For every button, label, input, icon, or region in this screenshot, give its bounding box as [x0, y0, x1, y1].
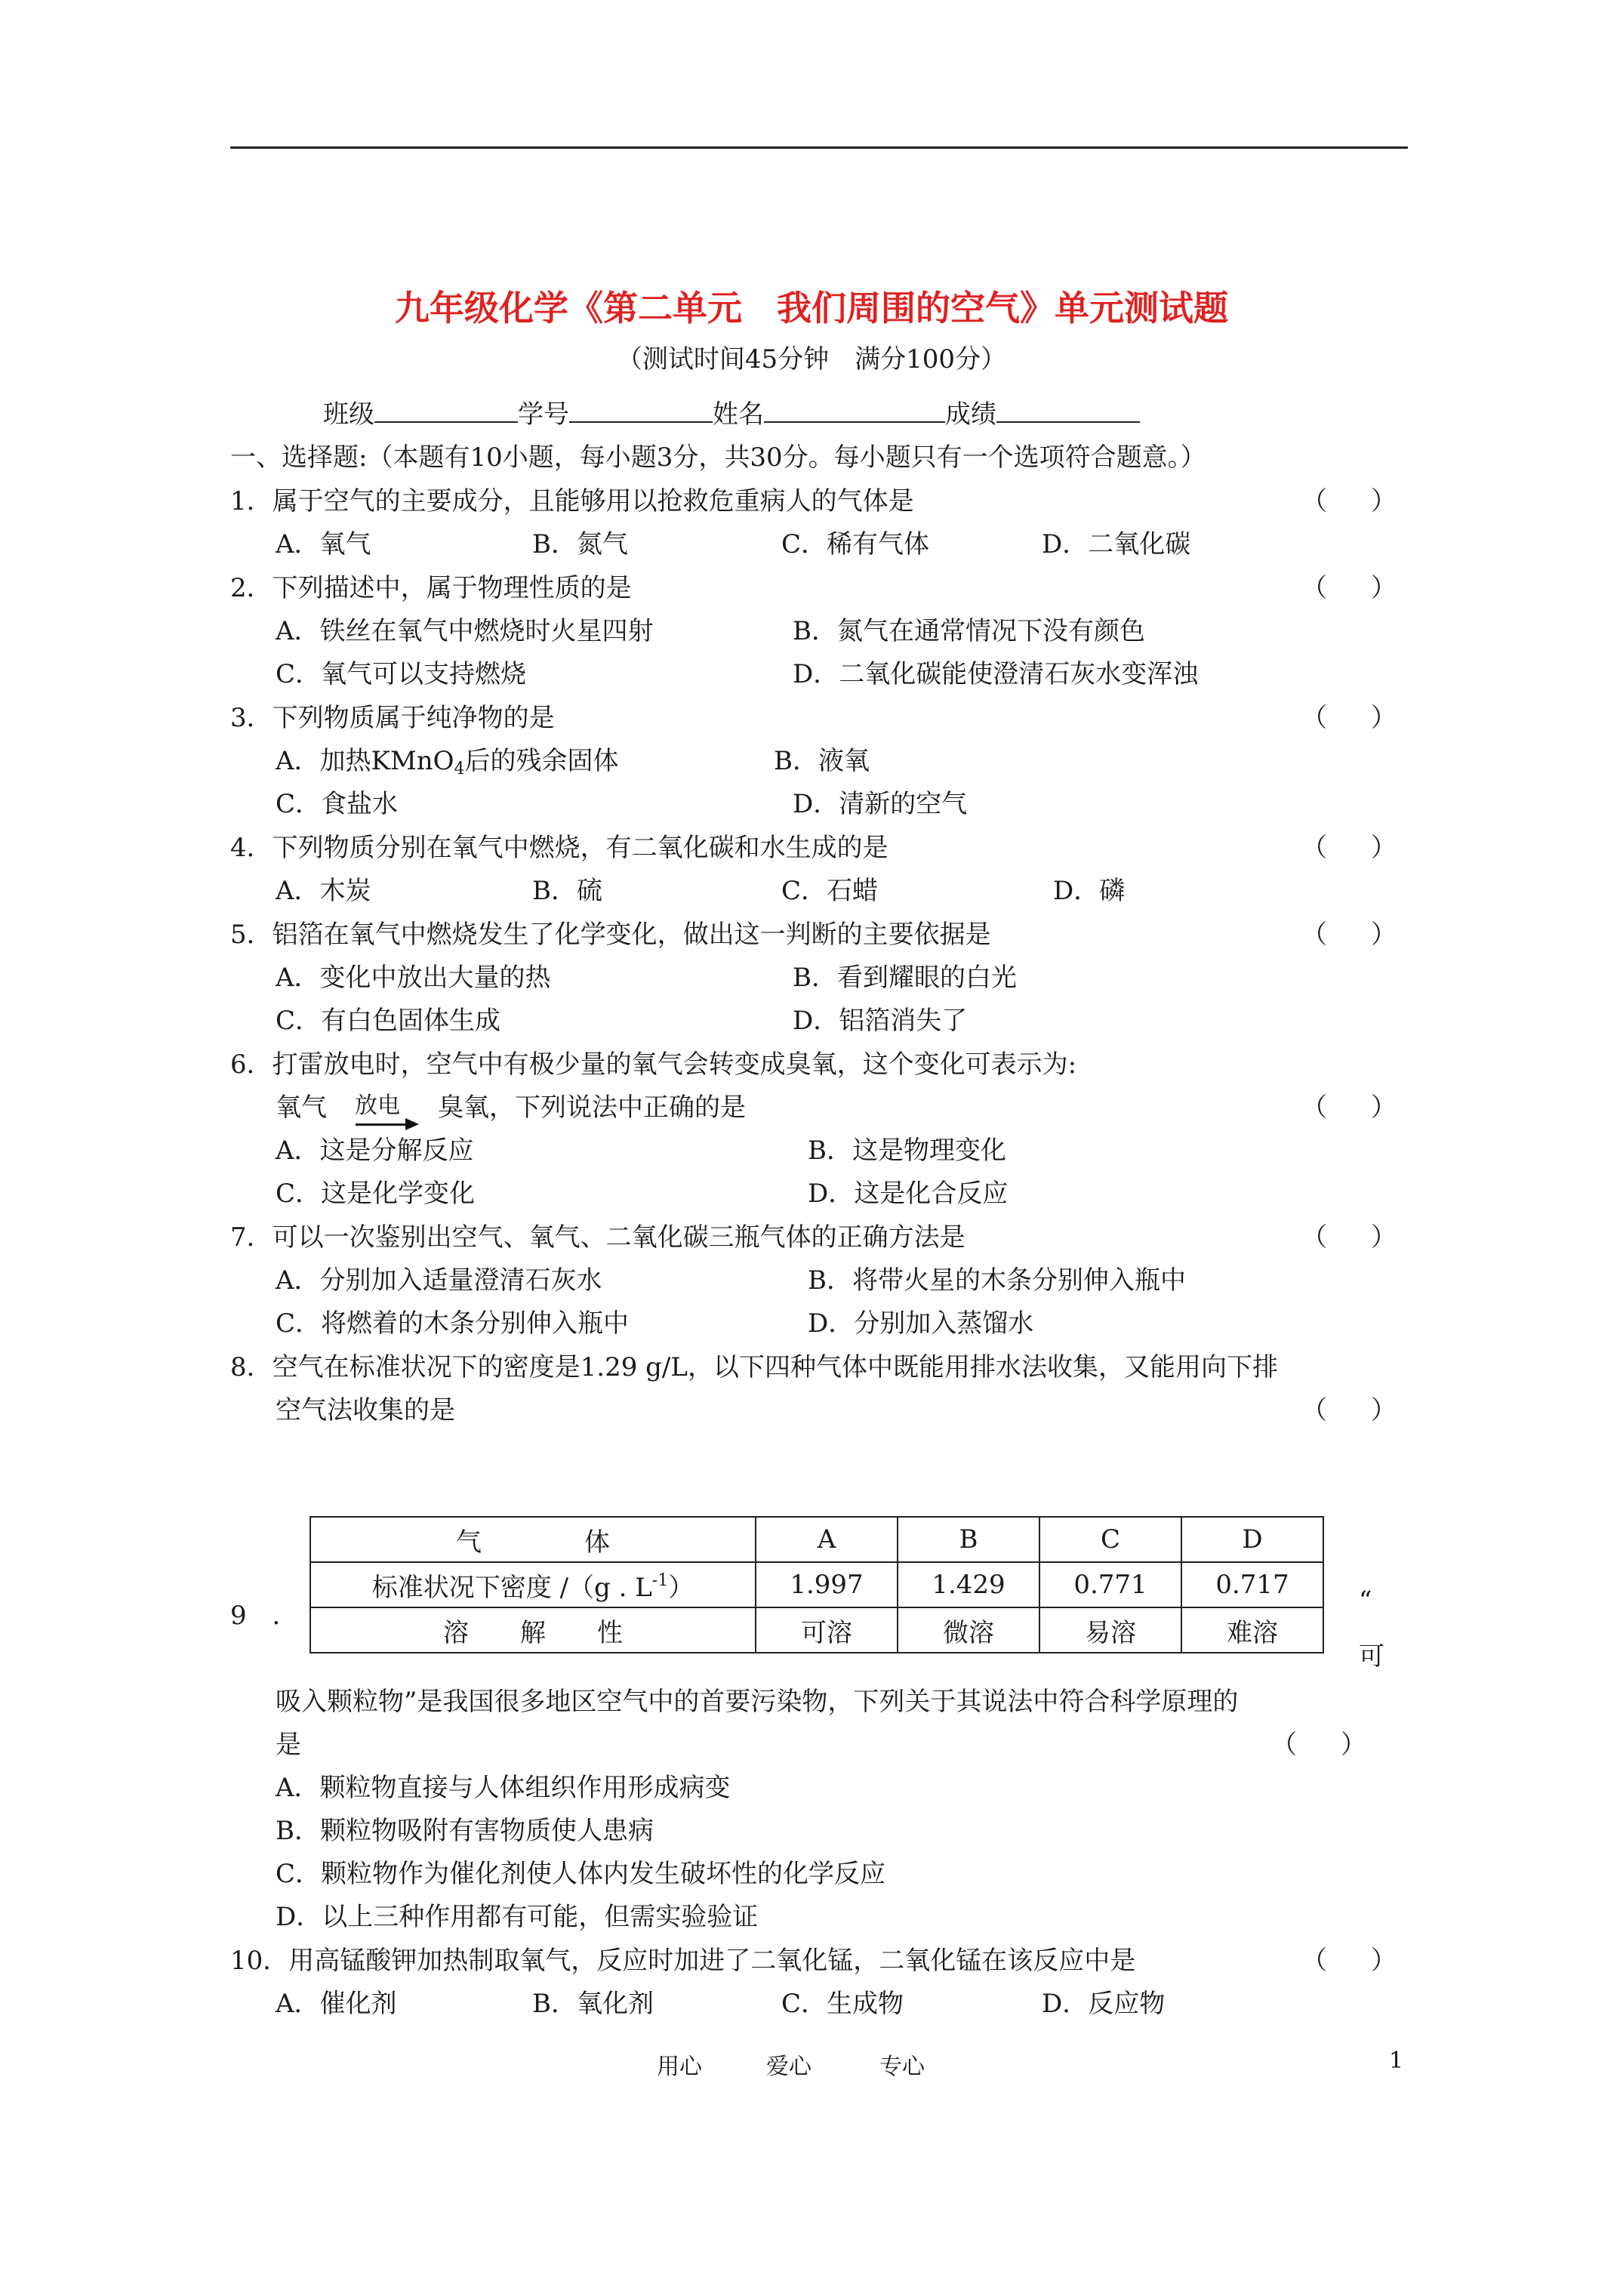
- q9-option-d: D．以上三种作用都有可能，但需实验验证: [276, 1902, 759, 1932]
- question-9-number: 9 ．: [230, 1601, 298, 1631]
- solubility-b: 微溶: [898, 1607, 1039, 1653]
- q2-option-d: D．二氧化碳能使澄清石灰水变浑浊: [793, 659, 1199, 689]
- class-label: 班级: [323, 399, 374, 430]
- density-d: 0.717: [1181, 1562, 1323, 1607]
- name-field[interactable]: [764, 397, 945, 423]
- q6-product: 臭氧，下列说法中正确的是: [438, 1093, 746, 1123]
- q4-option-b: B．硫: [532, 876, 602, 906]
- solubility-a: 可溶: [756, 1607, 898, 1653]
- table-row: [310, 1517, 1323, 1562]
- footer-motto-3: 专心: [879, 2054, 925, 2080]
- q7-option-d: D．分别加入蒸馏水: [808, 1308, 1034, 1339]
- q10-option-a: A．催化剂: [276, 1989, 397, 2019]
- section-heading: 一、选择题:（本题有10小题，每小题3分，共30分。每小题只有一个选项符合题意。）: [230, 442, 1206, 473]
- q7-option-a: A．分别加入适量澄清石灰水: [276, 1265, 602, 1296]
- answer-bracket-6[interactable]: （ ）: [1301, 1093, 1397, 1123]
- q3-option-c: C．食盐水: [276, 789, 399, 819]
- density-label: 标准状况下密度 /（g . $L^{-1}$）: [310, 1562, 756, 1607]
- answer-bracket-2[interactable]: （ ）: [1301, 573, 1397, 603]
- q9-ke-char: 可: [1359, 1641, 1384, 1672]
- answer-bracket-5[interactable]: （ ）: [1301, 920, 1397, 950]
- q6-reaction-condition: 放电: [355, 1093, 400, 1119]
- q4-option-a: A．木炭: [276, 876, 371, 906]
- answer-bracket-9[interactable]: （ ）: [1271, 1730, 1366, 1760]
- question-7-stem: 7．可以一次鉴别出空气、氧气、二氧化碳三瓶气体的正确方法是: [230, 1222, 965, 1253]
- answer-bracket-10[interactable]: （ ）: [1301, 1946, 1397, 1976]
- question-9-stem-cont: 是: [276, 1730, 301, 1760]
- table-col-d: D: [1181, 1517, 1323, 1562]
- q7-option-c: C．将燃着的木条分别伸入瓶中: [276, 1308, 630, 1339]
- q9-option-c: C．颗粒物作为催化剂使人体内发生破坏性的化学反应: [276, 1859, 886, 1889]
- density-c: 0.771: [1039, 1562, 1181, 1607]
- question-8-stem-cont: 空气法收集的是: [276, 1395, 455, 1425]
- q6-option-c: C．这是化学变化: [276, 1179, 476, 1209]
- q2-option-b: B．氮气在通常情况下没有颜色: [793, 616, 1145, 646]
- q10-option-d: D．反应物: [1042, 1989, 1166, 2019]
- answer-bracket-1[interactable]: （ ）: [1301, 486, 1397, 516]
- table-col-a: A: [756, 1517, 898, 1562]
- solubility-c: 易溶: [1039, 1607, 1181, 1653]
- exam-info: （测试时间45分钟 满分100分）: [616, 344, 1007, 374]
- question-6-stem: 6．打雷放电时，空气中有极少量的氧气会转变成臭氧，这个变化可表示为:: [230, 1049, 1077, 1080]
- table-header-gas: 气 体: [310, 1517, 756, 1562]
- question-2-stem: 2．下列描述中，属于物理性质的是: [230, 573, 632, 603]
- footer-motto-2: 爱心: [766, 2054, 812, 2080]
- q1-option-a: A．氧气: [276, 529, 371, 559]
- question-3-stem: 3．下列物质属于纯净物的是: [230, 703, 555, 733]
- question-5-stem: 5．铝箔在氧气中燃烧发生了化学变化，做出这一判断的主要依据是: [230, 920, 991, 950]
- q6-option-a: A．这是分解反应: [276, 1136, 474, 1166]
- solubility-d: 难溶: [1181, 1607, 1323, 1653]
- score-field[interactable]: [996, 397, 1140, 423]
- score-label: 成绩: [945, 399, 996, 430]
- answer-bracket-7[interactable]: （ ）: [1301, 1222, 1397, 1253]
- q4-option-c: C．石蜡: [781, 876, 879, 906]
- question-9-stem: 吸入颗粒物”是我国很多地区空气中的首要污染物，下列关于其说法中符合科学原理的: [276, 1687, 1239, 1717]
- q5-option-b: B．看到耀眼的白光: [793, 963, 1017, 993]
- q4-option-d: D．磷: [1053, 876, 1126, 906]
- q5-option-d: D．铝箔消失了: [793, 1006, 968, 1036]
- q1-option-c: C．稀有气体: [781, 529, 930, 559]
- q1-option-b: B．氮气: [532, 529, 628, 559]
- table-row: [310, 1607, 1323, 1653]
- name-label: 姓名: [713, 399, 764, 430]
- q6-reactant: 氧气: [276, 1093, 327, 1123]
- q9-option-b: B．颗粒物吸附有害物质使人患病: [276, 1816, 654, 1846]
- density-b: 1.429: [898, 1562, 1039, 1607]
- q6-option-b: B．这是物理变化: [808, 1136, 1006, 1166]
- q7-option-b: B．将带火星的木条分别伸入瓶中: [808, 1265, 1186, 1296]
- density-a: 1.997: [756, 1562, 898, 1607]
- q5-option-c: C．有白色固体生成: [276, 1006, 501, 1036]
- q2-option-c: C．氧气可以支持燃烧: [276, 659, 527, 689]
- q10-option-c: C．生成物: [781, 1989, 904, 2019]
- class-field[interactable]: [374, 397, 518, 423]
- student-no-field[interactable]: [569, 397, 713, 423]
- footer-motto-1: 用心: [657, 2054, 702, 2080]
- q10-option-b: B．氧化剂: [532, 1989, 654, 2019]
- q6-option-d: D．这是化合反应: [808, 1179, 1009, 1209]
- solubility-label: 溶 解 性: [310, 1607, 756, 1653]
- q3-option-a: A．加热KMnO$_4$后的残余固体: [276, 746, 619, 778]
- reaction-arrow-icon: [356, 1123, 416, 1126]
- q1-option-d: D．二氧化碳: [1042, 529, 1191, 559]
- question-4-stem: 4．下列物质分别在氧气中燃烧，有二氧化碳和水生成的是: [230, 833, 888, 863]
- table-col-b: B: [898, 1517, 1039, 1562]
- q9-option-a: A．颗粒物直接与人体组织作用形成病变: [276, 1773, 731, 1803]
- q2-option-a: A．铁丝在氧气中燃烧时火星四射: [276, 616, 654, 646]
- q5-option-a: A．变化中放出大量的热: [276, 963, 551, 993]
- q9-quote-mark: “: [1359, 1586, 1372, 1616]
- student-info-row: [323, 397, 1140, 431]
- answer-bracket-4[interactable]: （ ）: [1301, 833, 1397, 863]
- table-col-c: C: [1039, 1517, 1181, 1562]
- q3-option-d: D．清新的空气: [793, 789, 968, 819]
- table-row: [310, 1562, 1323, 1607]
- header-rule: [230, 146, 1408, 149]
- question-1-stem: 1．属于空气的主要成分，且能够用以抢救危重病人的气体是: [230, 486, 914, 516]
- gas-properties-table: [310, 1516, 1324, 1653]
- page-title: 九年级化学《第二单元 我们周围的空气》单元测试题: [395, 288, 1228, 328]
- question-10-stem: 10．用高锰酸钾加热制取氧气，反应时加进了二氧化锰，二氧化锰在该反应中是: [230, 1946, 1136, 1976]
- student-no-label: 学号: [518, 399, 569, 430]
- question-8-stem: 8．空气在标准状况下的密度是1.29 g/L，以下四种气体中既能用排水法收集，又能用向下排: [230, 1352, 1278, 1382]
- page-number: 1: [1389, 2048, 1404, 2074]
- answer-bracket-3[interactable]: （ ）: [1301, 703, 1397, 733]
- q3-option-b: B．液氧: [774, 746, 870, 776]
- answer-bracket-8[interactable]: （ ）: [1301, 1395, 1397, 1425]
